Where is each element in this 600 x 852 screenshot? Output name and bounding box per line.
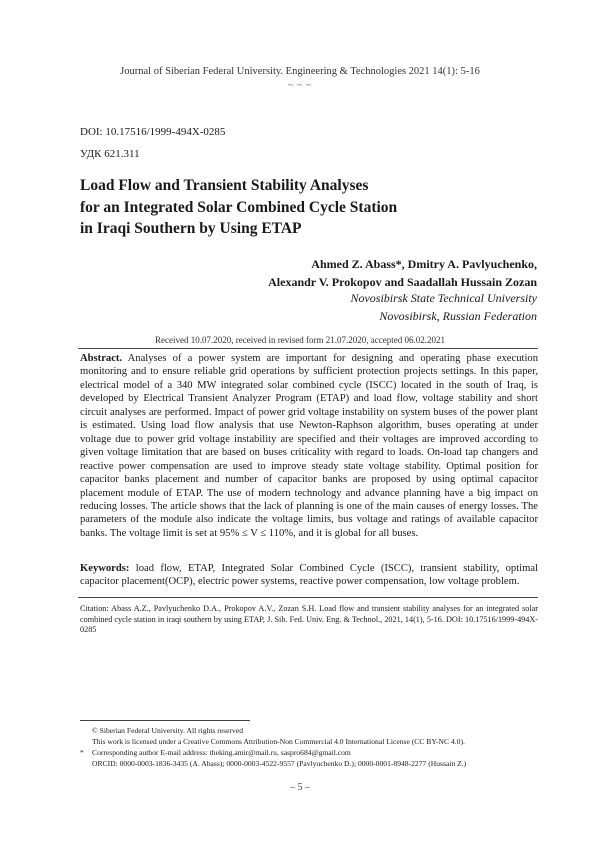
udk-line: УДК 621.311: [80, 148, 140, 160]
affiliation-line: Novosibirsk, Russian Federation: [379, 308, 537, 323]
copyright-text: © Siberian Federal University. All rights reserved: [92, 726, 243, 735]
page-number: – 5 –: [290, 782, 310, 793]
asterisk-symbol: *: [80, 748, 84, 757]
keywords-label: Keywords:: [80, 563, 130, 574]
license-note: [80, 737, 540, 747]
abstract: [80, 352, 538, 540]
corresponding-note: [80, 748, 540, 758]
header-ornament: ~ ~ ~: [287, 80, 313, 90]
title-line: in Iraqi Southern by Using ETAP: [80, 220, 302, 237]
authors-line: Ahmed Z. Abass*, Dmitry A. Pavlyuchenko,: [311, 257, 537, 271]
abstract-label: Abstract.: [80, 353, 123, 364]
author-list: [268, 256, 537, 291]
citation: Citation: Abass A.Z., Pavlyuchenko D.A., Prokopov A.V., Zozan S.H. Load flow and transient stability analyses for an integrated solar combined cycle station in iraqi southern by using ETAP, J. Sib. Fed. Univ. Eng. & Technol., 2021, 14(1), 5-16. DOI: 10.17516/1999-494X-0285: [80, 604, 538, 635]
copyright-note: [80, 726, 540, 736]
abstract-text: Analyses of a power system are important for designing and operating phase execution monitoring and to ensure reliable grid operations by sufficient protection projects settings. In this paper, electrical model of a 340 MW integrated solar combined cycle (ISCC) located in the south of Iraq, is developed by Electrical Transient Analyzer Program (ETAP) and load flow, voltage stability and short circuit analyses are performed. Impact of power grid voltage instability on system buses of the power plant is estimated. Using load flow analysis that use Newton-Raphson algorithm, buses operating at under voltage due to power grid voltage instability are specified and their voltages are improved according to given voltage limitation that are based on buses criticality with regard to loads. On-load tap changers and reactive power compensation are used to improve steady state voltage stability. Optimal position for capacitor banks placement and number of capacitor banks are proposed by using optimal capacitor placement module of ETAP. The use of modern technology and advance planning have a big impact on reducing losses. The article shows that the lack of planning is one of the main causes of energy losses. The parameters of the module also indicate the voltage limits, bus voltage and ratings of available capacitor banks. The voltage limit is set at 95% ≤ V ≤ 110%, and it is global for all buses.: [80, 353, 538, 539]
orcid-note: [80, 759, 540, 769]
affiliation-line: Novosibirsk State Technical University: [350, 291, 537, 305]
corresponding-text: Corresponding author E-mail address: theking.amir@mail.ru, saspro684@gmail.com: [92, 748, 351, 757]
authors-line: Alexandr V. Prokopov and Saadallah Hussain Zozan: [268, 274, 537, 289]
footnote-rule: [80, 720, 250, 721]
keywords-text: load flow, ETAP, Integrated Solar Combined Cycle (ISCC), transient stability, optimal capacitor placement(OCP), electric power systems, reactive power compensation, low voltage problem.: [80, 563, 538, 588]
received-dates: Received 10.07.2020, received in revised form 21.07.2020, accepted 06.02.2021: [155, 335, 445, 345]
license-text: This work is licensed under a Creative Commons Attribution-Non Commercial 4.0 International License (CC BY-NC 4.0).: [92, 737, 465, 746]
divider-top: [78, 348, 538, 349]
article-title: [80, 175, 520, 240]
keywords: [80, 562, 538, 589]
title-line: for an Integrated Solar Combined Cycle Station: [80, 198, 398, 216]
divider-bottom: [78, 597, 538, 598]
affiliation: [350, 290, 537, 325]
journal-header: Journal of Siberian Federal University. Engineering & Technologies 2021 14(1): 5-16: [120, 66, 480, 77]
title-line: Load Flow and Transient Stability Analyses: [80, 177, 369, 194]
orcid-text: ORCID: 0000-0003-1836-3435 (A. Abass); 0000-0003-4522-9557 (Pavlyuchenko D.); 0000-0001-8948-2277 (Hussain Z.): [92, 759, 467, 768]
doi-line: DOI: 10.17516/1999-494X-0285: [80, 126, 226, 138]
